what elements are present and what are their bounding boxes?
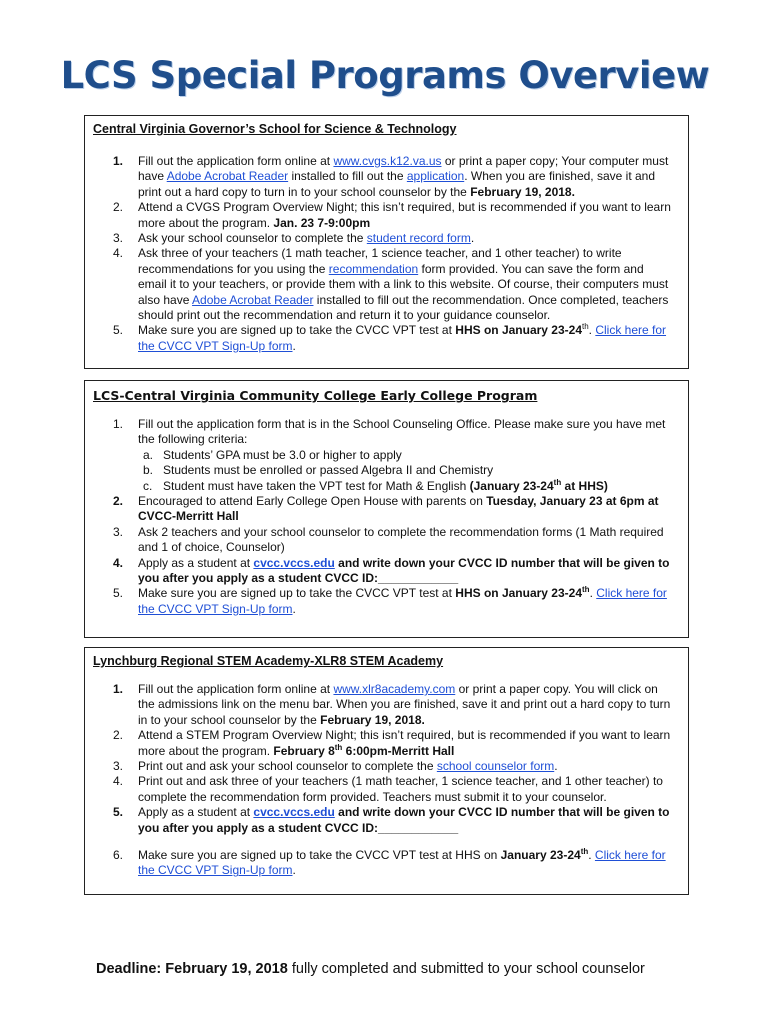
list-item: 4. Apply as a student at cvcc.vccs.edu and write down your CVCC ID number that will be given to you after you apply as a student CVCC ID:____________: [113, 555, 670, 586]
stem-academy-heading: Lynchburg Regional STEM Academy-XLR8 STEM Academy: [93, 654, 444, 668]
criteria-letter: a.: [143, 447, 154, 462]
step-number: 4.: [113, 246, 124, 261]
vpt-signup-link[interactable]: Click here for the CVCC VPT Sign-Up form: [138, 586, 667, 616]
step-number: 4.: [113, 555, 124, 570]
early-college-steps: [85, 417, 688, 617]
step-number: 5.: [113, 586, 124, 601]
cvcc-apply-link[interactable]: cvcc.vccs.edu: [253, 555, 335, 570]
list-item: 4. Print out and ask three of your teachers (1 math teacher, 1 science teacher, and 1 other teacher) to complete the recommendation form provided. Teachers must submit it to your counselor.: [113, 774, 663, 804]
step-number: 1.: [113, 417, 124, 431]
criteria-item: a. Students’ GPA must be 3.0 or higher to apply: [143, 447, 402, 462]
cvgs-steps: [85, 154, 688, 354]
vpt-signup-link[interactable]: Click here for the CVCC VPT Sign-Up form: [138, 848, 666, 878]
list-item: 1. Fill out the application form online at www.cvgs.k12.va.us or print a paper copy; Your computer must have Adobe Acrobat Reader installed to fill out the application. When you are finished, save it and print out a hard copy to turn in to your school counselor by the February 19, 2018.: [113, 154, 669, 199]
early-college-section: [84, 380, 689, 638]
step-number: 3.: [113, 759, 124, 774]
step-number: 2.: [113, 728, 124, 743]
step-number: 2.: [113, 494, 124, 509]
list-item: 5. Make sure you are signed up to take the CVCC VPT test at HHS on January 23-24th. Click here for the CVCC VPT Sign-Up form.: [113, 585, 667, 616]
cvgs-heading: Central Virginia Governor’s School for Science & Technology: [93, 122, 457, 136]
student-record-form-link[interactable]: student record form: [366, 231, 471, 246]
list-item: 6. Make sure you are signed up to take the CVCC VPT test at HHS on January 23-24th. Click here for the CVCC VPT Sign-Up form.: [113, 847, 666, 878]
criteria-item: c. Student must have taken the VPT test for Math & English (January 23-24th at HHS): [143, 477, 608, 493]
stem-academy-steps: [85, 682, 688, 879]
step-number: 6.: [113, 848, 124, 863]
list-item: 5. Make sure you are signed up to take the CVCC VPT test at HHS on January 23-24th. Click here for the CVCC VPT Sign-Up form.: [113, 322, 667, 353]
deadline-note: Deadline: February 19, 2018 fully completed and submitted to your school counselor: [96, 961, 645, 977]
adobe-reader-link[interactable]: Adobe Acrobat Reader: [166, 169, 289, 184]
step-number: 4.: [113, 774, 124, 789]
criteria-letter: c.: [143, 478, 153, 493]
page-title: LCS Special Programs Overview: [60, 54, 710, 97]
xlr8-website-link[interactable]: www.xlr8academy.com: [333, 682, 456, 696]
recommendation-link[interactable]: recommendation: [328, 261, 419, 276]
criteria-item: b. Students must be enrolled or passed Algebra II and Chemistry: [143, 463, 494, 478]
cvgs-website-link[interactable]: www.cvgs.k12.va.us: [333, 154, 442, 168]
application-link[interactable]: application: [406, 169, 465, 184]
step-number: 3.: [113, 231, 124, 246]
list-item: 3. Ask your school counselor to complete the student record form.: [113, 231, 475, 246]
list-item: 5. Apply as a student at cvcc.vccs.edu and write down your CVCC ID number that will be given to you after you apply as a student CVCC ID:____________: [113, 805, 670, 835]
list-item: 4. Ask three of your teachers (1 math teacher, 1 science teacher, and 1 other teacher) to write recommendations for you using the recommendation form provided. You can save the form and email it to your teachers, or provide them with a link to this website. Of course, their computers must also have Adobe Acrobat Reader installed to fill out the recommendation. Once completed, teachers should print out the recommendation and return it to your guidance counselor.: [113, 246, 669, 323]
step-number: 1.: [113, 154, 124, 168]
list-item: 2. Attend a STEM Program Overview Night; this isn’t required, but is recommended if you want to learn more about the program. February 8th 6:00pm-Merritt Hall: [113, 728, 671, 758]
school-counselor-form-link[interactable]: school counselor form: [436, 759, 555, 774]
criteria-letter: b.: [143, 463, 154, 478]
early-college-heading: LCS-Central Virginia Community College Early College Program: [93, 388, 538, 403]
step-number: 5.: [113, 805, 124, 820]
cvgs-section: [84, 115, 689, 369]
stem-academy-section: [84, 647, 689, 895]
step-number: 1.: [113, 682, 124, 696]
list-item: 3. Print out and ask your school counselor to complete the school counselor form.: [113, 759, 558, 774]
step-number: 5.: [113, 323, 124, 338]
list-item: 1. Fill out the application form that is in the School Counseling Office. Please make sure you have met the following criteria:: [113, 417, 666, 447]
vpt-signup-link[interactable]: Click here for the CVCC VPT Sign-Up form: [138, 323, 667, 353]
list-item: 3. Ask 2 teachers and your school counselor to complete the recommendation forms (1 Math required and 1 of choice, Counselor): [113, 524, 664, 555]
cvcc-apply-link[interactable]: cvcc.vccs.edu: [253, 805, 335, 820]
step-number: 2.: [113, 200, 124, 215]
adobe-reader-link[interactable]: Adobe Acrobat Reader: [192, 292, 314, 307]
list-item: 2. Encouraged to attend Early College Open House with parents on Tuesday, January 23 at 6pm at CVCC-Merritt Hall: [113, 494, 659, 524]
list-item: 2. Attend a CVGS Program Overview Night; this isn’t required, but is recommended if you want to learn more about the program. Jan. 23 7-9:00pm: [113, 200, 671, 230]
step-number: 3.: [113, 524, 124, 539]
list-item: 1. Fill out the application form online at www.xlr8academy.com or print a paper copy. You will click on the admissions link on the menu bar. When you are finished, save it and print out a hard copy to turn in to your school counselor by the February 19, 2018.: [113, 682, 671, 727]
